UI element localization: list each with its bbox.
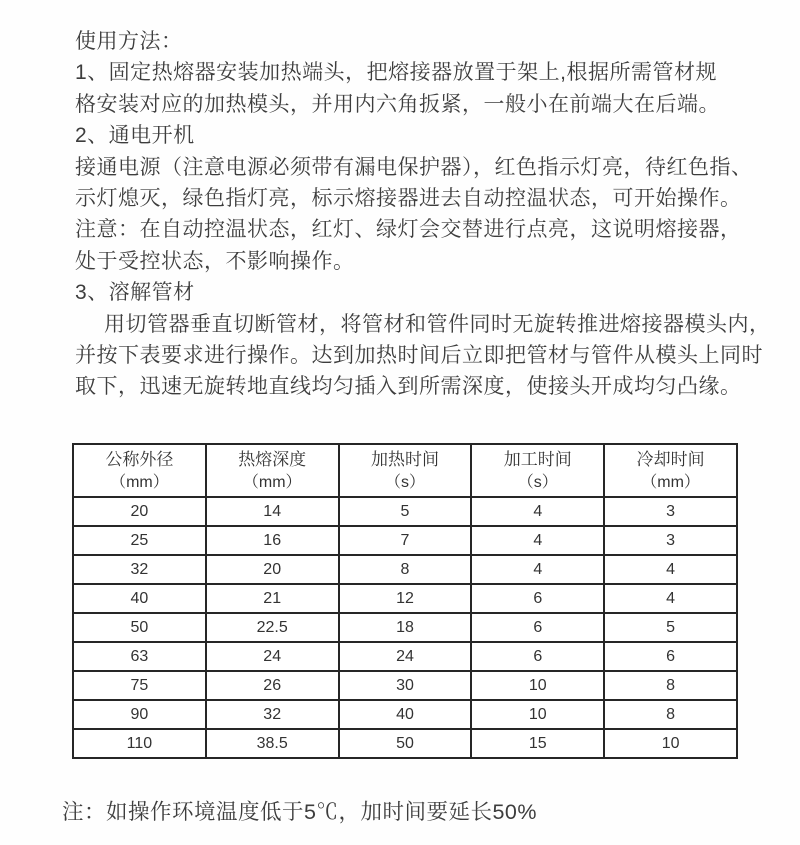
table-cell: 8 <box>339 555 472 584</box>
text-line: 格安装对应的加热模头，并用内六角扳紧，一般小在前端大在后端。 <box>75 92 720 116</box>
table-row <box>73 497 737 526</box>
table-cell: 63 <box>73 642 206 671</box>
table-cell: 4 <box>471 555 604 584</box>
section-heading: 2、通电开机 <box>75 124 195 148</box>
text-line: 并按下表要求进行操作。达到加热时间后立即把管材与管件从模头上同时 <box>75 343 763 367</box>
header-unit: （s） <box>384 473 425 491</box>
header-title: 加热时间 <box>370 449 439 469</box>
column-header-heating-time <box>339 444 472 497</box>
table-cell: 21 <box>206 584 339 613</box>
page-title: 使用方法： <box>75 30 183 53</box>
section-heading: 3、溶解管材 <box>75 281 195 305</box>
table-cell: 32 <box>206 700 339 729</box>
table-cell: 110 <box>73 729 206 758</box>
table-cell: 32 <box>73 555 206 584</box>
table-cell: 7 <box>339 526 472 555</box>
table-cell: 16 <box>206 526 339 555</box>
table-cell: 90 <box>73 700 206 729</box>
text-line: 用切管器垂直切断管材，将管材和管件同时无旋转推进熔接器模头内， <box>104 312 771 336</box>
table-row <box>73 555 737 584</box>
text-line: 处于受控状态，不影响操作。 <box>75 249 355 273</box>
table-cell: 6 <box>604 642 737 671</box>
header-title: 热熔深度 <box>238 449 307 469</box>
table-cell: 6 <box>471 613 604 642</box>
table-row <box>73 642 737 671</box>
table-cell: 6 <box>471 584 604 613</box>
table-row <box>73 671 737 700</box>
table-cell: 75 <box>73 671 206 700</box>
header-unit: （mm） <box>242 473 302 491</box>
table-cell: 20 <box>206 555 339 584</box>
table-row <box>73 584 737 613</box>
table-cell: 8 <box>604 671 737 700</box>
table-cell: 14 <box>206 497 339 526</box>
table-cell: 10 <box>604 729 737 758</box>
table-cell: 4 <box>604 584 737 613</box>
table-cell: 15 <box>471 729 604 758</box>
table-cell: 5 <box>339 497 472 526</box>
header-unit: （mm） <box>641 473 700 491</box>
header-title: 冷却时间 <box>636 449 705 469</box>
table-cell: 10 <box>471 671 604 700</box>
table-cell: 4 <box>471 497 604 526</box>
table-cell: 25 <box>73 526 206 555</box>
header-unit: （mm） <box>110 473 169 491</box>
table-cell: 12 <box>339 584 472 613</box>
table-cell: 24 <box>206 642 339 671</box>
header-unit: （s） <box>517 473 558 491</box>
text-line: 接通电源（注意电源必须带有漏电保护器），红色指示灯亮，待红色指、 <box>75 155 753 179</box>
header-title: 公称外径 <box>105 449 174 469</box>
table-cell: 24 <box>339 642 472 671</box>
text-line: 取下，迅速无旋转地直线均匀插入到所需深度，使接头开成均匀凸缘。 <box>75 375 742 399</box>
footnote: 注：如操作环境温度低于5℃，加时间要延长50% <box>62 800 537 824</box>
column-header-cooling-time <box>604 444 737 497</box>
table-row <box>73 526 737 555</box>
table-row <box>73 729 737 758</box>
table-header-row <box>73 444 737 497</box>
table-cell: 4 <box>604 555 737 584</box>
table-cell: 50 <box>339 729 472 758</box>
table-cell: 40 <box>339 700 472 729</box>
table-row <box>73 613 737 642</box>
header-title: 加工时间 <box>503 449 572 469</box>
table-cell: 4 <box>471 526 604 555</box>
table-cell: 50 <box>73 613 206 642</box>
table-cell: 5 <box>604 613 737 642</box>
table-row <box>73 700 737 729</box>
text-line: 注意：在自动控温状态，红灯、绿灯会交替进行点亮，这说明熔接器， <box>75 218 742 242</box>
table-cell: 38.5 <box>206 729 339 758</box>
table-cell: 3 <box>604 526 737 555</box>
table-cell: 26 <box>206 671 339 700</box>
table-cell: 10 <box>471 700 604 729</box>
table-cell: 18 <box>339 613 472 642</box>
table-cell: 6 <box>471 642 604 671</box>
welding-parameters-table <box>72 443 738 759</box>
table-cell: 30 <box>339 671 472 700</box>
table-cell: 8 <box>604 700 737 729</box>
text-line: 示灯熄灭，绿色指灯亮，标示熔接器进去自动控温状态，可开始操作。 <box>75 186 742 210</box>
table-cell: 40 <box>73 584 206 613</box>
instructions-text <box>75 26 771 403</box>
text-line: 1、固定热熔器安装加热端头，把熔接器放置于架上,根据所需管材规 <box>75 61 718 85</box>
table-cell: 3 <box>604 497 737 526</box>
column-header-melt-depth <box>206 444 339 497</box>
column-header-outer-diameter <box>73 444 206 497</box>
table-cell: 20 <box>73 497 206 526</box>
table-cell: 22.5 <box>206 613 339 642</box>
column-header-processing-time <box>471 444 604 497</box>
